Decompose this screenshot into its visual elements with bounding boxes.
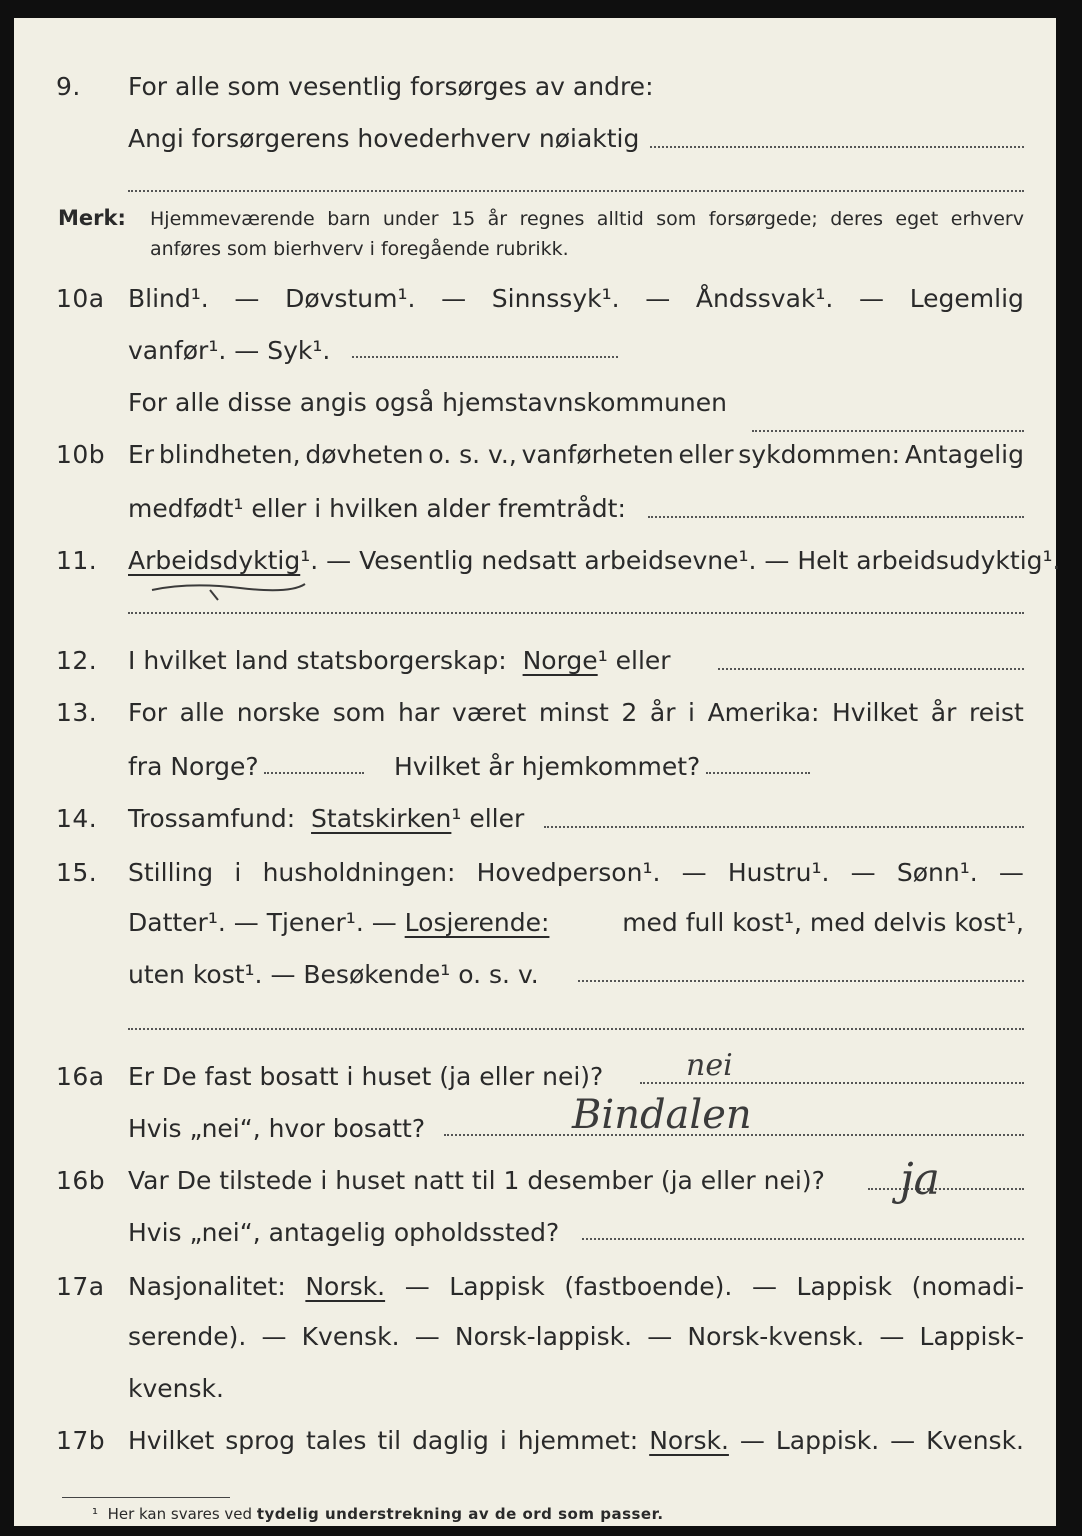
word: i bbox=[688, 698, 695, 727]
question-15-options bbox=[128, 858, 1024, 887]
word: Amerika: bbox=[707, 698, 820, 727]
question-14-post: ¹ eller bbox=[451, 804, 525, 833]
question-16a-text: Er De fast bosatt i huset (ja eller nei)? bbox=[128, 1062, 604, 1091]
word: Sinnssyk¹. bbox=[491, 284, 620, 313]
footnote bbox=[92, 1505, 664, 1523]
word: (fastboende). bbox=[564, 1272, 733, 1301]
word: serende). bbox=[128, 1322, 247, 1351]
question-10a-home-answer-line bbox=[752, 430, 1024, 432]
word: — bbox=[414, 1322, 440, 1351]
question-9-subtext: Angi forsørgerens hovederhverv nøiaktig bbox=[128, 124, 640, 153]
question-11-answer-line bbox=[128, 612, 1024, 614]
question-11-rest: ¹. — Vesentlig nedsatt arbeidsevne¹. — Helt arbeidsudyktig¹. bbox=[300, 546, 1061, 575]
question-15-options-line-3: uten kost¹. — Besøkende¹ o. s. v. bbox=[128, 960, 539, 989]
word: vanførheten bbox=[521, 440, 674, 469]
word: som bbox=[332, 698, 386, 727]
word: regnes bbox=[519, 208, 585, 230]
word: Hustru¹. bbox=[727, 858, 830, 887]
word: eget bbox=[895, 208, 939, 230]
question-12-number: 12. bbox=[56, 646, 98, 675]
question-13-departed: fra Norge? bbox=[128, 752, 259, 781]
question-13-returned-line bbox=[706, 772, 810, 774]
question-15-options-line-2 bbox=[128, 908, 1024, 937]
question-10a-answer-line bbox=[352, 356, 618, 358]
word: Er bbox=[128, 440, 155, 469]
word: Kvensk. bbox=[301, 1322, 400, 1351]
option-statskirken-underlined: Statskirken bbox=[311, 804, 452, 833]
word: Nasjonalitet: bbox=[128, 1272, 286, 1301]
question-9-answer-line bbox=[650, 146, 1024, 148]
word: — bbox=[681, 858, 707, 887]
word: deres bbox=[830, 208, 883, 230]
question-10a-number: 10a bbox=[56, 284, 105, 313]
question-16b-answer-line bbox=[868, 1188, 1024, 1190]
handwritten-answer-bindalen: Bindalen bbox=[572, 1092, 752, 1138]
question-13-number: 13. bbox=[56, 698, 98, 727]
word: erhverv bbox=[950, 208, 1024, 230]
question-16a-number: 16a bbox=[56, 1062, 105, 1091]
scan-border-top bbox=[0, 0, 1082, 18]
word: døvheten bbox=[305, 440, 424, 469]
question-14-number: 14. bbox=[56, 804, 98, 833]
word: Døvstum¹. bbox=[285, 284, 416, 313]
question-13-returned: Hvilket år hjemkommet? bbox=[394, 752, 701, 781]
word: sprog bbox=[225, 1426, 296, 1455]
option-arbeidsdyktig-underlined: Arbeidsdyktig bbox=[128, 546, 301, 575]
word: hjemmet: bbox=[517, 1426, 639, 1455]
word: — bbox=[850, 858, 876, 887]
question-10a-options-line-2: vanfør¹. — Syk¹. bbox=[128, 336, 331, 365]
option-norge-underlined: Norge bbox=[522, 646, 598, 675]
word: Lappisk bbox=[796, 1272, 892, 1301]
word: til bbox=[377, 1426, 402, 1455]
word: — bbox=[751, 1272, 777, 1301]
word: Åndssvak¹. bbox=[695, 284, 834, 313]
word: i bbox=[499, 1426, 507, 1455]
question-10b-subtext: medfødt¹ eller i hvilken alder fremtrådt: bbox=[128, 494, 626, 523]
question-17a-options-line-3: kvensk. bbox=[128, 1374, 224, 1403]
handwritten-underline-mark bbox=[150, 578, 310, 602]
word: — bbox=[404, 1272, 430, 1301]
word: i bbox=[234, 858, 242, 887]
footnote-mark: ¹ bbox=[92, 1505, 99, 1523]
question-12-pre: I hvilket land statsborgerskap: bbox=[128, 646, 507, 675]
word: har bbox=[398, 698, 440, 727]
scan-border-right bbox=[1056, 0, 1082, 1536]
question-12-text bbox=[128, 646, 671, 675]
word: Kvensk. bbox=[926, 1426, 1024, 1455]
word: Hvilket bbox=[128, 1426, 215, 1455]
word: eller bbox=[678, 440, 734, 469]
word: blindheten, bbox=[158, 440, 301, 469]
word: Hjemmeværende bbox=[150, 208, 315, 230]
question-9-text: For alle som vesentlig forsørges av andre: bbox=[128, 72, 654, 101]
word: år bbox=[487, 208, 508, 230]
question-15-line2a: Datter¹. — Tjener¹. — bbox=[128, 908, 397, 937]
question-13-text bbox=[128, 698, 1024, 727]
word: Hovedperson¹. bbox=[476, 858, 661, 887]
scan-border-left bbox=[0, 0, 14, 1536]
word: Norsk. bbox=[649, 1426, 729, 1455]
scan-border-bottom bbox=[0, 1526, 1082, 1536]
question-15-line2-pre bbox=[128, 908, 549, 937]
word: daglig bbox=[412, 1426, 489, 1455]
footnote-divider bbox=[62, 1497, 230, 1498]
word: — bbox=[739, 1426, 765, 1455]
question-15-number: 15. bbox=[56, 858, 98, 887]
handwritten-answer-nei: nei bbox=[686, 1048, 733, 1083]
question-12-post: ¹ eller bbox=[597, 646, 671, 675]
footnote-text: Her kan svares ved bbox=[107, 1505, 253, 1523]
question-10a-options bbox=[128, 284, 1024, 313]
question-10b-number: 10b bbox=[56, 440, 106, 469]
word: sykdommen: bbox=[738, 440, 901, 469]
word: Lappisk. bbox=[775, 1426, 880, 1455]
word: — bbox=[441, 284, 467, 313]
question-15-answer-line bbox=[578, 980, 1024, 982]
word: minst bbox=[538, 698, 609, 727]
question-15-answer-line-2 bbox=[128, 1028, 1024, 1030]
word: norske bbox=[236, 698, 321, 727]
word: Lappisk bbox=[449, 1272, 545, 1301]
word: alltid bbox=[596, 208, 644, 230]
question-14-answer-line bbox=[544, 826, 1024, 828]
question-17b-number: 17b bbox=[56, 1426, 106, 1455]
word: — bbox=[261, 1322, 287, 1351]
question-14-pre: Trossamfund: bbox=[128, 804, 296, 833]
word: Norsk. bbox=[305, 1272, 386, 1301]
question-16b-whereabouts-line bbox=[582, 1238, 1024, 1240]
word: 15 bbox=[451, 208, 476, 230]
word: — bbox=[890, 1426, 916, 1455]
word: — bbox=[647, 1322, 673, 1351]
question-15-line2b: med full kost¹, med delvis kost¹, bbox=[622, 908, 1024, 937]
question-16a-subtext: Hvis „nei“, hvor bosatt? bbox=[128, 1114, 426, 1143]
question-10a-subtext: For alle disse angis også hjemstavnskommunen bbox=[128, 388, 727, 417]
word: som bbox=[656, 208, 697, 230]
word: Antagelig bbox=[904, 440, 1024, 469]
question-13-departed-line bbox=[264, 772, 364, 774]
question-12-answer-line bbox=[718, 668, 1024, 670]
word: For bbox=[128, 698, 168, 727]
question-11-number: 11. bbox=[56, 546, 98, 575]
word: forsørgede; bbox=[708, 208, 818, 230]
question-9-answer-line-2 bbox=[128, 190, 1024, 192]
note-text bbox=[150, 208, 1024, 230]
question-17b-options bbox=[128, 1426, 1024, 1455]
word: reist bbox=[968, 698, 1024, 727]
word: — bbox=[879, 1322, 905, 1351]
word: Norsk-kvensk. bbox=[687, 1322, 865, 1351]
word: 2 bbox=[621, 698, 638, 727]
handwritten-answer-ja: ja bbox=[900, 1154, 940, 1205]
word: husholdningen: bbox=[262, 858, 456, 887]
question-16b-subtext: Hvis „nei“, antagelig opholdssted? bbox=[128, 1218, 560, 1247]
word: Lappisk- bbox=[919, 1322, 1024, 1351]
question-17a-number: 17a bbox=[56, 1272, 105, 1301]
word: Stilling bbox=[128, 858, 214, 887]
question-10b-answer-line bbox=[648, 516, 1024, 518]
word: alle bbox=[179, 698, 225, 727]
question-17a-options bbox=[128, 1272, 1024, 1301]
word: — bbox=[645, 284, 671, 313]
note-text-line-2: anføres som bierhverv i foregående rubrikk. bbox=[150, 238, 569, 260]
question-9-number: 9. bbox=[56, 72, 81, 101]
word: — bbox=[859, 284, 885, 313]
word: — bbox=[998, 858, 1024, 887]
word: år bbox=[930, 698, 957, 727]
word: (nomadi- bbox=[911, 1272, 1024, 1301]
word: Norsk-lappisk. bbox=[454, 1322, 633, 1351]
footnote-bold-text: tydelig understrekning av de ord som passer. bbox=[256, 1505, 664, 1523]
option-losjerende-underlined: Losjerende: bbox=[404, 908, 550, 937]
word: barn bbox=[327, 208, 371, 230]
question-11-options bbox=[128, 546, 1060, 575]
word: o. s. v., bbox=[428, 440, 517, 469]
word: Hvilket bbox=[831, 698, 919, 727]
word: Sønn¹. bbox=[896, 858, 978, 887]
question-10b-text bbox=[128, 440, 1024, 469]
word: under bbox=[382, 208, 439, 230]
word: Blind¹. bbox=[128, 284, 209, 313]
word: været bbox=[452, 698, 527, 727]
question-17a-options-line-2 bbox=[128, 1322, 1024, 1351]
question-16b-number: 16b bbox=[56, 1166, 106, 1195]
word: tales bbox=[305, 1426, 367, 1455]
word: år bbox=[649, 698, 676, 727]
note-label: Merk: bbox=[58, 206, 126, 230]
word: Legemlig bbox=[909, 284, 1024, 313]
question-16b-text: Var De tilstede i huset natt til 1 desember (ja eller nei)? bbox=[128, 1166, 825, 1195]
question-14-text bbox=[128, 804, 524, 833]
word: — bbox=[234, 284, 260, 313]
